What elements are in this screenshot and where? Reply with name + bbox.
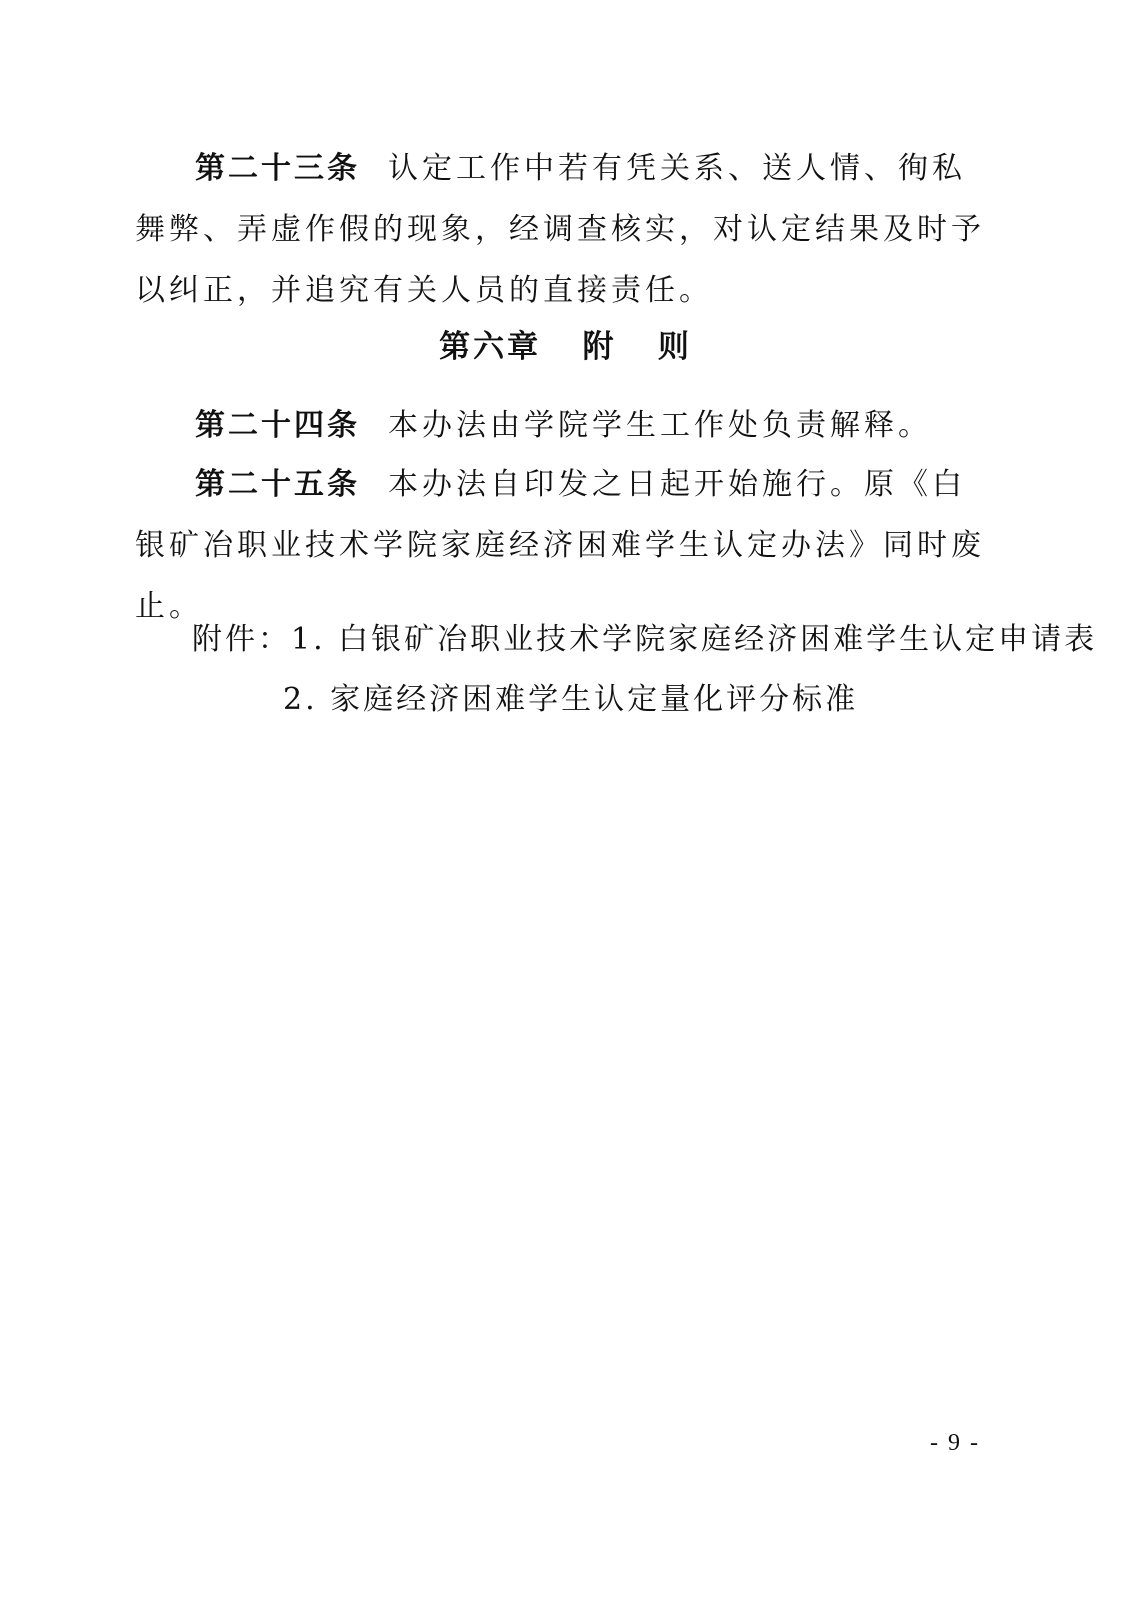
article-23-label: 第二十三条 bbox=[195, 151, 360, 186]
attachment-line-2 bbox=[283, 675, 858, 725]
article-25-text: 本办法自印发之日起开始施行。原《白银矿冶职业技术学院家庭经济困难学生认定办法》同时废止。 bbox=[135, 467, 985, 624]
attachment-prefix: 附件： bbox=[192, 622, 291, 657]
page-number: - 9 - bbox=[930, 1430, 980, 1456]
chapter-title: 第六章 附 则 bbox=[439, 329, 692, 365]
article-25 bbox=[135, 454, 985, 637]
article-23 bbox=[135, 138, 985, 321]
attachment-item-2: 2. 家庭经济困难学生认定量化评分标准 bbox=[283, 682, 859, 717]
article-25-label: 第二十五条 bbox=[195, 467, 360, 502]
article-24 bbox=[135, 395, 985, 456]
attachment-item-1: 1. 白银矿冶职业技术学院家庭经济困难学生认定申请表 bbox=[291, 622, 1098, 657]
article-23-text: 认定工作中若有凭关系、送人情、徇私舞弊、弄虚作假的现象，经调查核实，对认定结果及时予以纠正，并追究有关人员的直接责任。 bbox=[135, 151, 985, 308]
article-24-text: 本办法由学院学生工作处负责解释。 bbox=[388, 408, 932, 443]
attachment-line-1 bbox=[192, 615, 1097, 665]
article-24-label: 第二十四条 bbox=[195, 408, 360, 443]
